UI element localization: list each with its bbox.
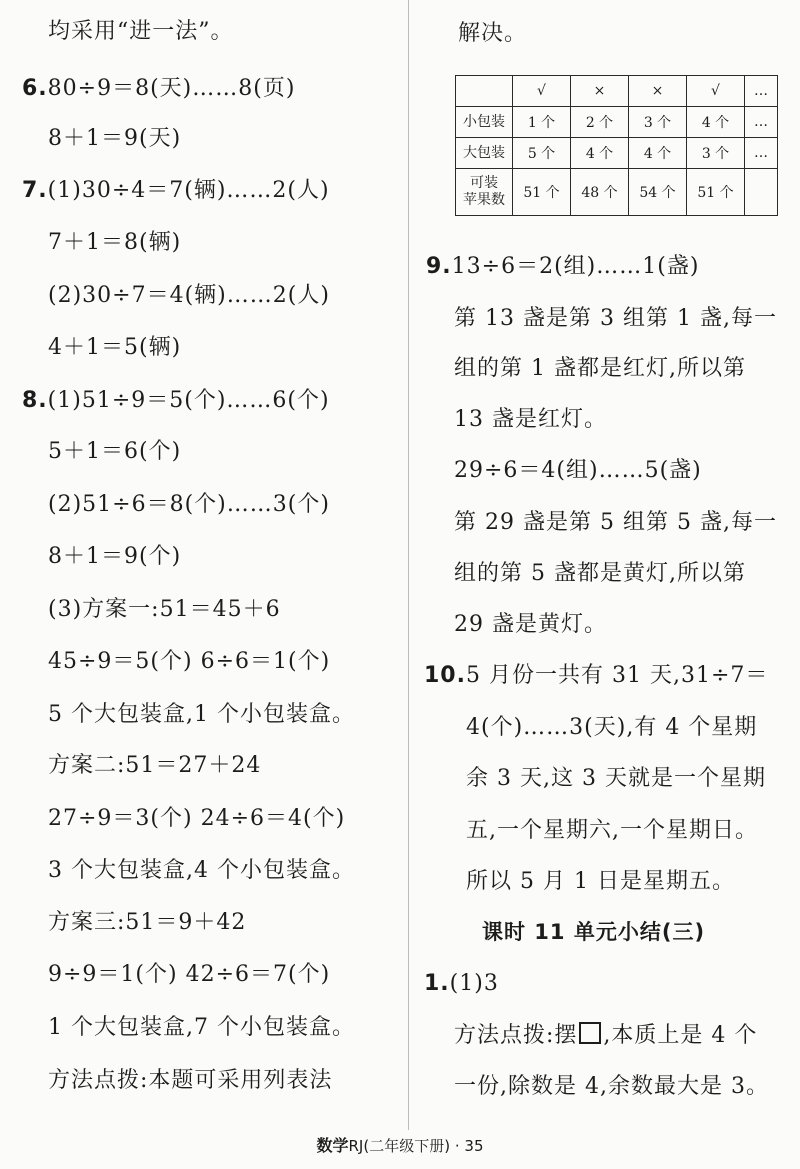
answer-line: 余 3 天,这 3 天就是一个星期 [466, 766, 766, 791]
question-number: 9. [426, 254, 452, 279]
footer-edition: RJ(二年级下册) [348, 1137, 451, 1155]
footer-subject: 数学 [316, 1136, 349, 1155]
text-line: 解决。 [458, 21, 528, 46]
answer-line: 一份,除数是 4,余数最大是 3。 [454, 1074, 769, 1099]
answer-line: (1)3 [449, 971, 499, 996]
section-title: 课时 11 单元小结(三) [482, 920, 706, 944]
question-10 [424, 662, 768, 690]
answer-line: 29 盏是黄灯。 [454, 612, 607, 637]
table-cell: 5 个 [513, 138, 571, 169]
answer-line: 5 个大包装盒,1 个小包装盒。 [48, 702, 355, 727]
question-9 [426, 253, 699, 281]
answer-line: 所以 5 月 1 日是星期五。 [466, 869, 735, 894]
answer-line: 方法点拨:本题可采用列表法 [48, 1068, 333, 1093]
answer-line: 第 29 盏是第 5 组第 5 盏,每一 [454, 510, 777, 535]
table-cell: 2 个 [571, 107, 629, 138]
answer-line: 1 个大包装盒,7 个小包装盒。 [48, 1015, 355, 1040]
answer-line: 4＋1＝5(辆) [48, 335, 182, 360]
answer-line: 9÷9＝1(个) 42÷6＝7(个) [48, 962, 331, 987]
summary-question-1 [424, 970, 499, 998]
answer-line: (1)30÷4＝7(辆)……2(人) [47, 178, 330, 203]
answer-line: 45÷9＝5(个) 6÷6＝1(个) [48, 649, 331, 674]
row-label-cell: 可装 苹果数 [456, 169, 513, 216]
table-cell: 3 个 [687, 138, 745, 169]
row-label-cell: 小包装 [456, 107, 513, 138]
table-cell: 1 个 [513, 107, 571, 138]
column-divider [408, 0, 409, 1130]
footer-separator: · [454, 1137, 460, 1155]
question-6 [22, 75, 295, 103]
table-cell: 4 个 [687, 107, 745, 138]
table-cell: 3 个 [629, 107, 687, 138]
table-cell: … [745, 76, 778, 107]
answer-line: 8＋1＝9(天) [48, 126, 182, 151]
text-line: 均采用“进一法”。 [48, 19, 234, 44]
answer-line: 5 月份一共有 31 天,31÷7＝ [465, 663, 769, 688]
table-cell [745, 169, 778, 216]
table-cell: 4 个 [571, 138, 629, 169]
method-tip-text: ,本质上是 4 个 [603, 1023, 758, 1048]
answer-line [454, 1022, 757, 1050]
question-number: 8. [22, 388, 48, 413]
answer-line: 8＋1＝9(个) [48, 544, 182, 569]
answer-line: 29÷6＝4(组)……5(盏) [454, 458, 702, 483]
table-cell: √ [687, 76, 745, 107]
table-cell: × [629, 76, 687, 107]
table-cell: … [745, 107, 778, 138]
answer-line: (2)51÷6＝8(个)……3(个) [48, 492, 330, 517]
answer-line: 5＋1＝6(个) [48, 439, 182, 464]
question-number: 7. [22, 178, 48, 203]
method-tip-label: 方法点拨:摆 [454, 1023, 578, 1048]
table-cell: … [745, 138, 778, 169]
answer-line: 27÷9＝3(个) 24÷6＝4(个) [48, 806, 346, 831]
page-footer [0, 1133, 800, 1156]
square-box-icon [579, 1022, 601, 1044]
page-number: 35 [464, 1137, 484, 1155]
question-number: 6. [22, 76, 48, 101]
table-cell: × [571, 76, 629, 107]
answer-line: (3)方案一:51＝45＋6 [48, 597, 281, 622]
row-label-cell: 大包装 [456, 138, 513, 169]
answer-line: 第 13 盏是第 3 组第 1 盏,每一 [454, 306, 777, 331]
answer-line: (2)30÷7＝4(辆)……2(人) [48, 283, 330, 308]
answer-line: 7＋1＝8(辆) [48, 230, 182, 255]
table-row [456, 138, 778, 169]
table-cell: 54 个 [629, 169, 687, 216]
table-cell: √ [513, 76, 571, 107]
question-number: 10. [424, 663, 466, 688]
answer-line: 组的第 5 盏都是黄灯,所以第 [454, 561, 746, 586]
row-label-cell [456, 76, 513, 107]
table-cell: 48 个 [571, 169, 629, 216]
table-row [456, 107, 778, 138]
answer-line: 方案三:51＝9＋42 [48, 910, 247, 935]
answer-line: 80÷9＝8(天)……8(页) [47, 76, 296, 101]
question-8 [22, 387, 330, 415]
packaging-options-table [455, 75, 778, 216]
answer-line: 13÷6＝2(组)……1(盏) [451, 254, 700, 279]
answer-line: 4(个)……3(天),有 4 个星期 [466, 715, 758, 740]
answer-line: 五,一个星期六,一个星期日。 [466, 818, 758, 843]
table-cell: 51 个 [687, 169, 745, 216]
answer-line: 方案二:51＝27＋24 [48, 753, 262, 778]
answer-line: 13 盏是红灯。 [454, 407, 607, 432]
question-7 [22, 177, 330, 205]
answer-line: 组的第 1 盏都是红灯,所以第 [454, 356, 746, 381]
table-header-row [456, 76, 778, 107]
question-number: 1. [424, 971, 450, 996]
table-row [456, 169, 778, 216]
answer-line: (1)51÷9＝5(个)……6(个) [47, 388, 330, 413]
answer-line: 3 个大包装盒,4 个小包装盒。 [48, 858, 355, 883]
table-cell: 4 个 [629, 138, 687, 169]
table-cell: 51 个 [513, 169, 571, 216]
